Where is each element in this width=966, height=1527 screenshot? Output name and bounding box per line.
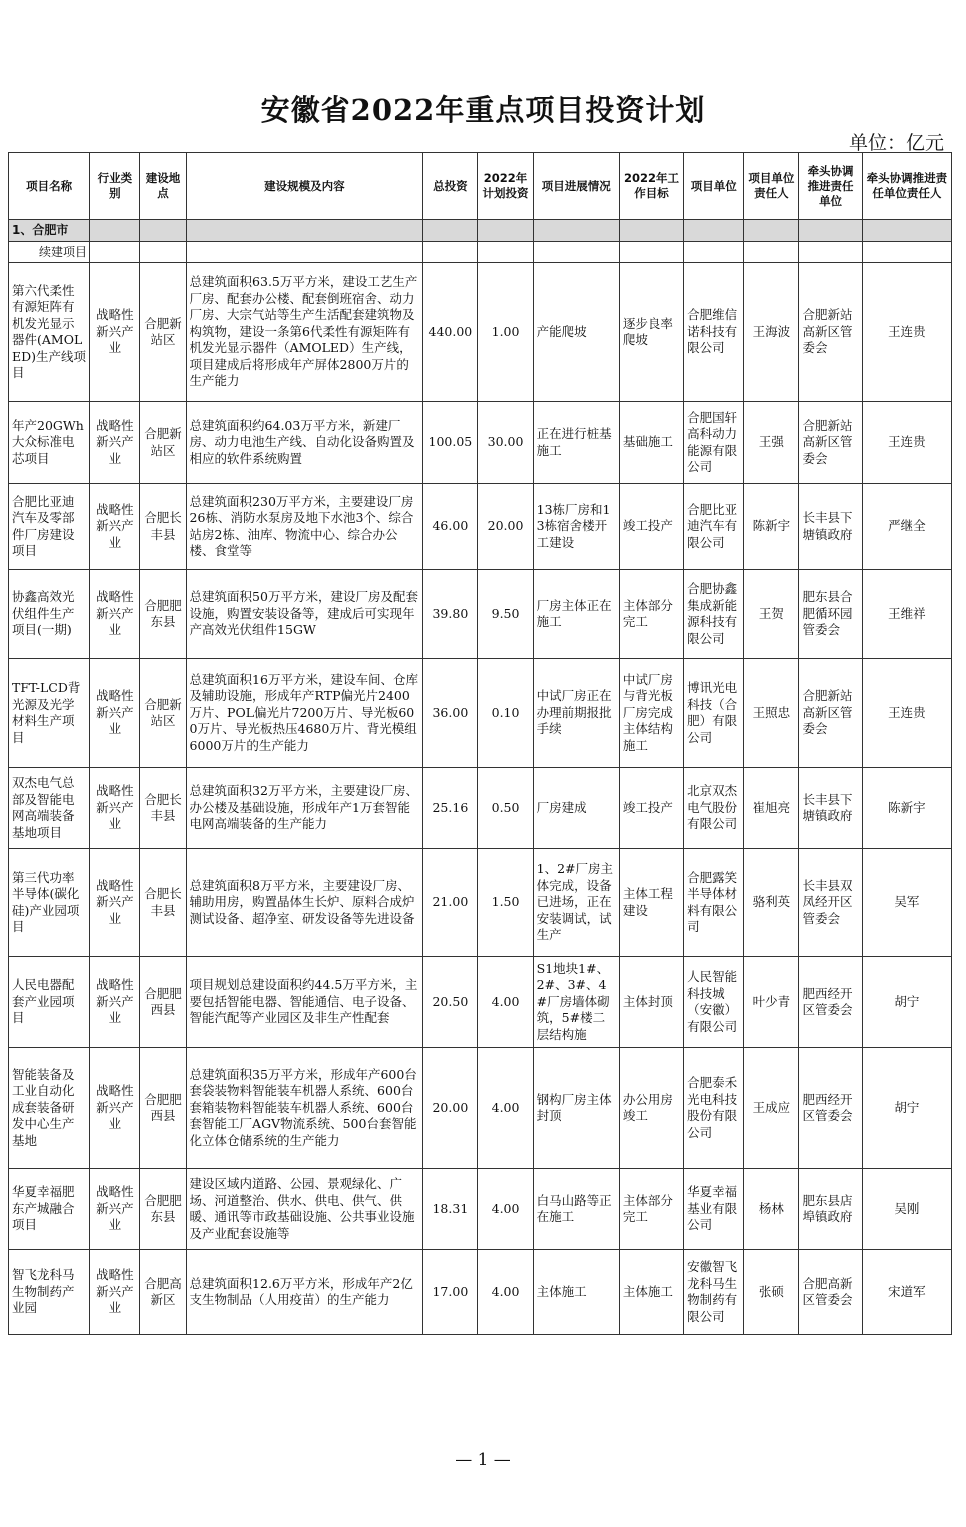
table-row [9,484,952,570]
header-cell: 牵头协调推进责任单位责任人 [862,153,951,220]
table-row [9,849,952,957]
work-goal-cell: 主体部分完工 [619,1169,683,1250]
progress-cell: 厂房建成 [533,768,619,849]
header-cell: 2022年工作目标 [619,153,683,220]
project-name-cell: 协鑫高效光伏组件生产项目(一期) [9,570,90,659]
lead-unit-cell: 长丰县下塘镇政府 [799,768,862,849]
company-cell: 合肥露笑半导体材料有限公司 [684,849,744,957]
category-cell: 战略性新兴产业 [90,768,140,849]
section-row [9,220,952,242]
company-cell: 合肥维信诺科技有限公司 [684,263,744,402]
company-owner-cell: 王成应 [744,1048,799,1169]
progress-cell: 中试厂房正在办理前期报批手续 [533,659,619,768]
lead-unit-cell: 长丰县下塘镇政府 [799,484,862,570]
category-cell: 战略性新兴产业 [90,484,140,570]
unit-label: 单位：亿元 [848,132,944,154]
lead-unit-cell: 肥西经开区管委会 [799,957,862,1048]
lead-person-cell: 吴刚 [862,1169,951,1250]
plan-investment-cell: 4.00 [478,957,533,1048]
location-cell: 合肥高新区 [140,1250,186,1335]
scope-cell: 总建筑面积63.5万平方米，建设工艺生产厂房、配套办公楼、配套倒班宿舍、动力厂房、大宗气站等生产生活配套建筑物及构筑物，建设一条第6代柔性有源矩阵有机发光显示器件（AMOLED）生产线，项目建成后将形成年产屏体2800万片的生产能力 [186,263,423,402]
company-owner-cell: 王贺 [744,570,799,659]
scope-cell: 项目规划总建设面积约44.5万平方米，主要包括智能电器、智能通信、电子设备、智能汽配等产业园区及非生产性配套 [186,957,423,1048]
work-goal-cell: 主体工程建设 [619,849,683,957]
work-goal-cell: 逐步良率爬坡 [619,263,683,402]
progress-cell: 钢构厂房主体封顶 [533,1048,619,1169]
plan-investment-cell: 4.00 [478,1169,533,1250]
total-investment-cell: 36.00 [423,659,478,768]
work-goal-cell: 主体封顶 [619,957,683,1048]
plan-investment-cell: 4.00 [478,1250,533,1335]
plan-investment-cell: 0.10 [478,659,533,768]
project-name-cell: 双杰电气总部及智能电网高端装备基地项目 [9,768,90,849]
lead-unit-cell: 合肥新站高新区管委会 [799,402,862,484]
total-investment-cell: 20.50 [423,957,478,1048]
project-name-cell: 第六代柔性有源矩阵有机发光显示器件(AMOLED)生产线项目 [9,263,90,402]
company-owner-cell: 王强 [744,402,799,484]
table-row [9,402,952,484]
project-name-cell: 年产20GWh大众标准电芯项目 [9,402,90,484]
company-cell: 合肥协鑫集成新能源科技有限公司 [684,570,744,659]
progress-cell: 1、2#厂房主体完成，设备已进场，正在安装调试，试生产 [533,849,619,957]
header-cell: 总投资 [423,153,478,220]
plan-investment-cell: 0.50 [478,768,533,849]
category-cell: 战略性新兴产业 [90,263,140,402]
progress-cell: 产能爬坡 [533,263,619,402]
work-goal-cell: 主体施工 [619,1250,683,1335]
location-cell: 合肥长丰县 [140,768,186,849]
company-cell: 华夏幸福基业有限公司 [684,1169,744,1250]
lead-person-cell: 王连贵 [862,659,951,768]
document-title: 安徽省2022年重点项目投资计划 [260,93,706,127]
location-cell: 合肥肥西县 [140,1048,186,1169]
header-cell: 项目单位责任人 [744,153,799,220]
lead-unit-cell: 肥东县店埠镇政府 [799,1169,862,1250]
progress-cell: 13栋厂房和13栋宿舍楼开工建设 [533,484,619,570]
work-goal-cell: 办公用房竣工 [619,1048,683,1169]
location-cell: 合肥长丰县 [140,484,186,570]
project-name-cell: 华夏幸福肥东产城融合项目 [9,1169,90,1250]
category-cell: 战略性新兴产业 [90,659,140,768]
table-row [9,263,952,402]
lead-person-cell: 胡宁 [862,1048,951,1169]
header-cell: 2022年计划投资 [478,153,533,220]
project-name-cell: 合肥比亚迪汽车及零部件厂房建设项目 [9,484,90,570]
lead-person-cell: 王连贵 [862,402,951,484]
scope-cell: 总建筑面积约64.03万平方米，新建厂房、动力电池生产线、自动化设备购置及相应的软件系统购置 [186,402,423,484]
location-cell: 合肥长丰县 [140,849,186,957]
subsection-row [9,241,952,263]
project-name-cell: TFT-LCD背光源及光学材料生产项目 [9,659,90,768]
company-owner-cell: 王照忠 [744,659,799,768]
plan-investment-cell: 1.00 [478,263,533,402]
table-row [9,1048,952,1169]
progress-cell: 正在进行桩基施工 [533,402,619,484]
company-cell: 安徽智飞龙科马生物制药有限公司 [684,1250,744,1335]
table-row [9,768,952,849]
lead-person-cell: 胡宁 [862,957,951,1048]
category-cell: 战略性新兴产业 [90,849,140,957]
project-name-cell: 智飞龙科马生物制药产业园 [9,1250,90,1335]
category-cell: 战略性新兴产业 [90,570,140,659]
category-cell: 战略性新兴产业 [90,1250,140,1335]
page-number: — 1 — [455,1450,511,1470]
project-name-cell: 人民电器配套产业园项目 [9,957,90,1048]
lead-person-cell: 宋道军 [862,1250,951,1335]
plan-investment-cell: 9.50 [478,570,533,659]
lead-unit-cell: 合肥新站高新区管委会 [799,659,862,768]
scope-cell: 建设区域内道路、公园、景观绿化、广场、河道整治、供水、供电、供气、供暖、通讯等市政基础设施、公共事业设施及产业配套设施等 [186,1169,423,1250]
table-row [9,1250,952,1335]
table-row [9,659,952,768]
category-cell: 战略性新兴产业 [90,957,140,1048]
company-owner-cell: 王海波 [744,263,799,402]
company-owner-cell: 崔旭亮 [744,768,799,849]
scope-cell: 总建筑面积32万平方米，主要建设厂房、办公楼及基础设施，形成年产1万套智能电网高端装备的生产能力 [186,768,423,849]
work-goal-cell: 主体部分完工 [619,570,683,659]
plan-investment-cell: 20.00 [478,484,533,570]
lead-unit-cell: 合肥高新区管委会 [799,1250,862,1335]
company-owner-cell: 骆利英 [744,849,799,957]
lead-unit-cell: 长丰县双凤经开区管委会 [799,849,862,957]
header-cell: 建设规模及内容 [186,153,423,220]
company-cell: 合肥泰禾光电科技股份有限公司 [684,1048,744,1169]
lead-unit-cell: 肥西经开区管委会 [799,1048,862,1169]
table-row [9,957,952,1048]
header-cell: 项目进展情况 [533,153,619,220]
total-investment-cell: 18.31 [423,1169,478,1250]
progress-cell: 厂房主体正在施工 [533,570,619,659]
location-cell: 合肥新站区 [140,263,186,402]
header-cell: 项目名称 [9,153,90,220]
company-cell: 人民智能科技城（安徽）有限公司 [684,957,744,1048]
location-cell: 合肥肥西县 [140,957,186,1048]
progress-cell: 白马山路等正在施工 [533,1169,619,1250]
work-goal-cell: 基础施工 [619,402,683,484]
header-cell: 牵头协调推进责任单位 [799,153,862,220]
lead-person-cell: 陈新宇 [862,768,951,849]
lead-person-cell: 王连贵 [862,263,951,402]
total-investment-cell: 100.05 [423,402,478,484]
company-cell: 合肥国轩高科动力能源有限公司 [684,402,744,484]
work-goal-cell: 竣工投产 [619,768,683,849]
lead-unit-cell: 肥东县合肥循环园管委会 [799,570,862,659]
table-row [9,1169,952,1250]
project-name-cell: 智能装备及工业自动化成套装备研发中心生产基地 [9,1048,90,1169]
location-cell: 合肥新站区 [140,659,186,768]
progress-cell: S1地块1#、2#、3#、4#厂房墙体砌筑，5#楼二层结构施 [533,957,619,1048]
plan-investment-cell: 30.00 [478,402,533,484]
location-cell: 合肥新站区 [140,402,186,484]
header-cell: 行业类别 [90,153,140,220]
location-cell: 合肥肥东县 [140,1169,186,1250]
progress-cell: 主体施工 [533,1250,619,1335]
category-cell: 战略性新兴产业 [90,402,140,484]
scope-cell: 总建筑面积12.6万平方米，形成年产2亿支生物制品（人用疫苗）的生产能力 [186,1250,423,1335]
company-cell: 博讯光电科技（合肥）有限公司 [684,659,744,768]
plan-investment-cell: 4.00 [478,1048,533,1169]
total-investment-cell: 440.00 [423,263,478,402]
category-cell: 战略性新兴产业 [90,1048,140,1169]
scope-cell: 总建筑面积35万平方米，形成年产600台套袋装物料智能装车机器人系统、600台套箱装物料智能装车机器人系统、600台套智能工厂AGV物流系统、500台套智能化立体仓储系统的生产能力 [186,1048,423,1169]
header-cell: 项目单位 [684,153,744,220]
project-name-cell: 第三代功率半导体(碳化硅)产业园项目 [9,849,90,957]
company-owner-cell: 叶少青 [744,957,799,1048]
section-label: 1、合肥市 [9,220,90,242]
lead-person-cell: 严继全 [862,484,951,570]
company-owner-cell: 张硕 [744,1250,799,1335]
table-header-row [9,153,952,220]
total-investment-cell: 46.00 [423,484,478,570]
scope-cell: 总建筑面积16万平方米，建设车间、仓库及辅助设施，形成年产RTP偏光片2400万片、POL偏光片7200万片、导光板600万片、导光板热压4680万片、背光模组6000万片的生产能力 [186,659,423,768]
lead-person-cell: 吴军 [862,849,951,957]
company-cell: 合肥比亚迪汽车有限公司 [684,484,744,570]
plan-investment-cell: 1.50 [478,849,533,957]
scope-cell: 总建筑面积50万平方米，建设厂房及配套设施，购置安装设备等，建成后可实现年产高效光伏组件15GW [186,570,423,659]
scope-cell: 总建筑面积8万平方米，主要建设厂房、辅助用房，购置晶体生长炉、原料合成炉测试设备、超净室、研发设备等先进设备 [186,849,423,957]
category-cell: 战略性新兴产业 [90,1169,140,1250]
total-investment-cell: 39.80 [423,570,478,659]
location-cell: 合肥肥东县 [140,570,186,659]
lead-unit-cell: 合肥新站高新区管委会 [799,263,862,402]
scope-cell: 总建筑面积230万平方米，主要建设厂房26栋、消防水泵房及地下水池3个、综合站房2栋、油库、物流中心、综合办公楼、食堂等 [186,484,423,570]
total-investment-cell: 25.16 [423,768,478,849]
work-goal-cell: 竣工投产 [619,484,683,570]
work-goal-cell: 中试厂房与背光板厂房完成主体结构施工 [619,659,683,768]
header-cell: 建设地点 [140,153,186,220]
company-owner-cell: 杨林 [744,1169,799,1250]
total-investment-cell: 17.00 [423,1250,478,1335]
table-row [9,570,952,659]
company-owner-cell: 陈新宇 [744,484,799,570]
total-investment-cell: 20.00 [423,1048,478,1169]
company-cell: 北京双杰电气股份有限公司 [684,768,744,849]
lead-person-cell: 王维祥 [862,570,951,659]
total-investment-cell: 21.00 [423,849,478,957]
subsection-label: 续建项目 [9,241,90,263]
investment-plan-table [8,152,952,1335]
